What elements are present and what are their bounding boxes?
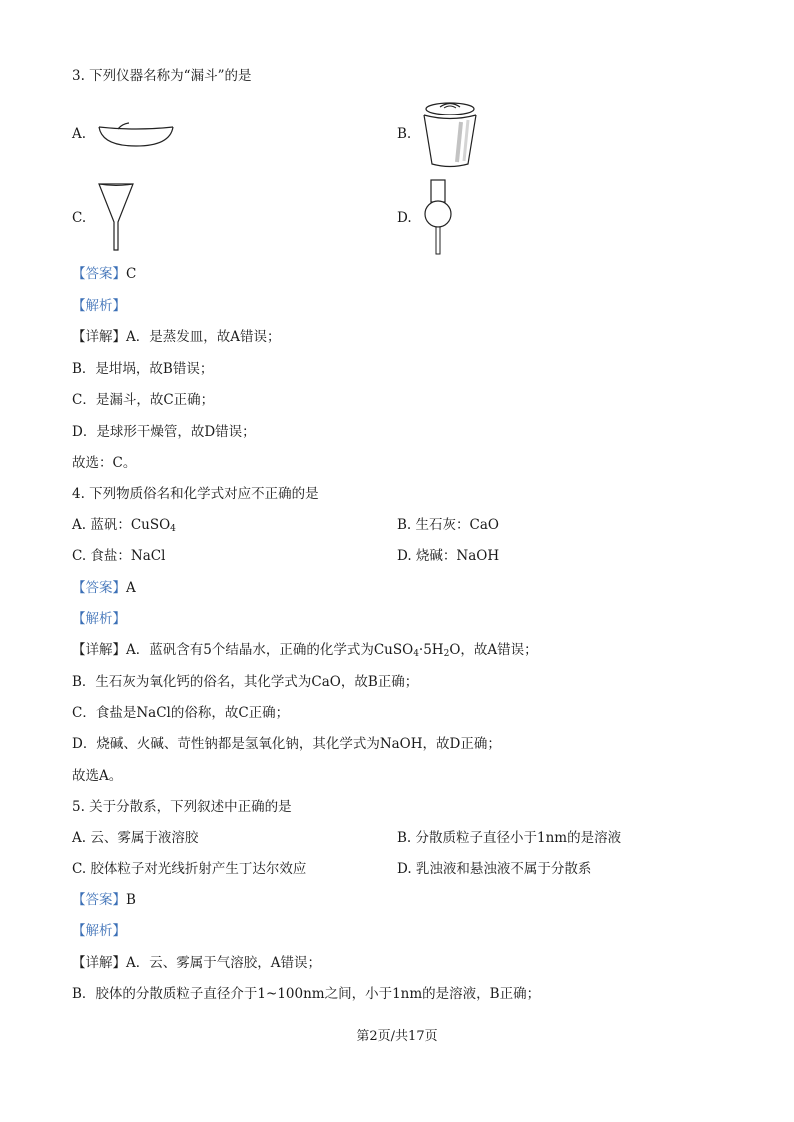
answer-value: A xyxy=(126,580,136,596)
q4-detail-2: B．生石灰为氧化钙的俗名，其化学式为CaO，故B正确； xyxy=(72,674,419,690)
q4-stem: 4. 下列物质俗名和化学式对应不正确的是 xyxy=(72,486,319,502)
q3-option-d-label: D. xyxy=(397,210,412,226)
q3-detail-2: B．是坩埚，故B错误； xyxy=(72,361,214,377)
page-footer: 第2页/共17页 xyxy=(356,1029,438,1044)
q5-option-c: C. 胶体粒子对光线折射产生丁达尔效应 xyxy=(72,861,307,877)
q4-analysis-tag: 【解析】 xyxy=(72,611,126,627)
q5-option-b: B. 分散质粒子直径小于1nm的是溶液 xyxy=(397,830,622,846)
q4-detail-3: C．食盐是NaCl的俗称，故C正确； xyxy=(72,705,290,721)
answer-value: B xyxy=(126,892,136,908)
detail-tag: 【详解】 xyxy=(72,329,126,345)
q4-detail-1: 【详解】A．蓝矾含有5个结晶水，正确的化学式为$CuSO_4\cdot 5H_2O$，故A错误； xyxy=(72,642,538,659)
q5-option-a: A. 云、雾属于液溶胶 xyxy=(72,830,199,846)
q4-conclusion: 故选A。 xyxy=(72,768,123,784)
q4-option-c: C. 食盐：NaCl xyxy=(72,548,166,564)
q3-stem: 3. 下列仪器名称为“漏斗”的是 xyxy=(72,68,252,84)
q3-detail-3: C．是漏斗，故C正确； xyxy=(72,392,215,408)
q3-option-b-label: B. xyxy=(397,126,412,142)
crucible-icon xyxy=(418,98,482,170)
evaporating-dish-icon xyxy=(96,118,176,154)
answer-tag: 【答案】 xyxy=(72,266,126,282)
q4-option-a: A. 蓝矾：CuSO$_4$ xyxy=(72,517,176,534)
q3-conclusion: 故选：C。 xyxy=(72,455,137,471)
q4-detail-4: D．烧碱、火碱、苛性钠都是氢氧化钠，其化学式为NaOH，故D正确； xyxy=(72,736,501,752)
q3-detail-4: D．是球形干燥管，故D错误； xyxy=(72,424,256,440)
q5-option-d: D. 乳浊液和悬浊液不属于分散系 xyxy=(397,861,592,877)
q3-option-c-label: C. xyxy=(72,210,87,226)
funnel-icon xyxy=(96,180,136,256)
q4-answer xyxy=(72,580,136,596)
q4-option-d: D. 烧碱：NaOH xyxy=(397,548,500,564)
q3-analysis-tag: 【解析】 xyxy=(72,298,126,314)
q5-detail-2: B．胶体的分散质粒子直径介于1~100nm之间，小于1nm的是溶液，B正确； xyxy=(72,986,541,1002)
q5-answer xyxy=(72,892,136,908)
q5-detail-1: 【详解】A．云、雾属于气溶胶，A错误； xyxy=(72,955,321,971)
q3-answer xyxy=(72,266,136,282)
q4-option-b: B. 生石灰：CaO xyxy=(397,517,499,533)
q3-detail-1: 【详解】A．是蒸发皿，故A错误； xyxy=(72,329,281,345)
answer-tag: 【答案】 xyxy=(72,580,126,596)
q5-analysis-tag: 【解析】 xyxy=(72,923,126,939)
answer-tag: 【答案】 xyxy=(72,892,126,908)
q5-stem: 5. 关于分散系，下列叙述中正确的是 xyxy=(72,799,292,815)
drying-tube-icon xyxy=(416,178,460,258)
answer-value: C xyxy=(126,266,137,282)
detail-tag: 【详解】 xyxy=(72,642,126,658)
detail-tag: 【详解】 xyxy=(72,955,126,971)
q3-option-a-label: A. xyxy=(72,126,87,142)
